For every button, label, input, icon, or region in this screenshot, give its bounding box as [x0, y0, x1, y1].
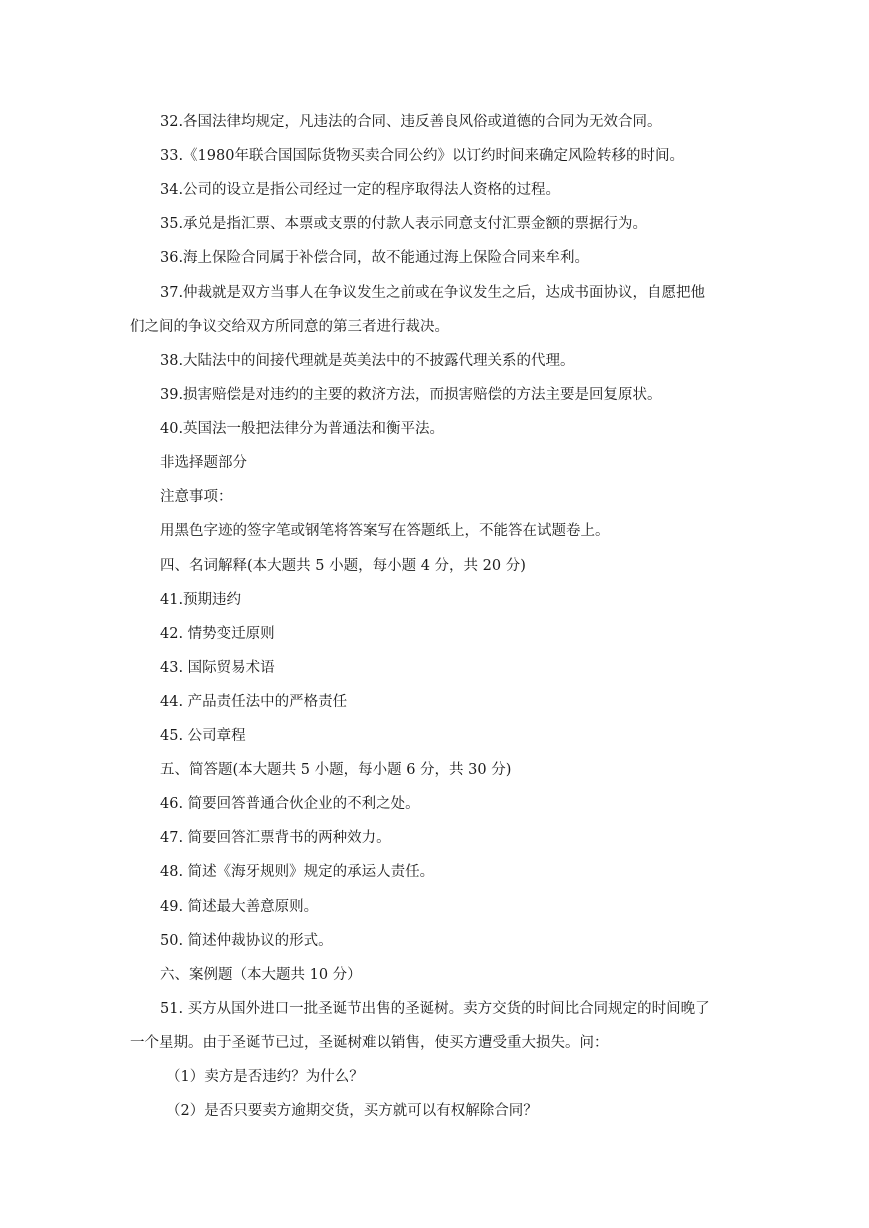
question-35: 35.承兑是指汇票、本票或支票的付款人表示同意支付汇票金额的票据行为。 [160, 216, 648, 232]
section-six-heading: 六、案例题（本大题共 10 分） [160, 967, 362, 983]
question-41: 41.预期违约 [160, 592, 242, 608]
question-51: 51. 买方从国外进口一批圣诞节出售的圣诞树。卖方交货的时间比合同规定的时间晚了 [160, 1001, 710, 1017]
question-40: 40.英国法一般把法律分为普通法和衡平法。 [160, 421, 445, 437]
question-45: 45. 公司章程 [160, 728, 246, 744]
section-heading-non-choice: 非选择题部分 [160, 455, 247, 471]
question-47: 47. 简要回答汇票背书的两种效力。 [160, 830, 391, 846]
question-39: 39.损害赔偿是对违约的主要的救济方法，而损害赔偿的方法主要是回复原状。 [160, 387, 662, 403]
section-four-heading: 四、名词解释(本大题共 5 小题，每小题 4 分，共 20 分) [160, 558, 526, 574]
question-49: 49. 简述最大善意原则。 [160, 899, 319, 915]
question-37: 37.仲裁就是双方当事人在争议发生之前或在争议发生之后，达成书面协议，自愿把他 [160, 285, 706, 301]
question-42: 42. 情势变迁原则 [160, 626, 275, 642]
question-46: 46. 简要回答普通合伙企业的不利之处。 [160, 796, 420, 812]
question-44: 44. 产品责任法中的严格责任 [160, 694, 348, 710]
question-43: 43. 国际贸易术语 [160, 660, 275, 676]
question-51-continued: 一个星期。由于圣诞节已过，圣诞树难以销售，使买方遭受重大损失。问： [130, 1035, 609, 1051]
question-51-sub-1: （1）卖方是否违约？为什么？ [166, 1069, 364, 1085]
notice-text: 用黑色字迹的签字笔或钢笔将答案写在答题纸上，不能答在试题卷上。 [160, 523, 610, 539]
question-32: 32.各国法律均规定，凡违法的合同、违反善良风俗或道德的合同为无效合同。 [160, 114, 662, 130]
notice-heading: 注意事项： [160, 489, 233, 505]
question-37-continued: 们之间的争议交给双方所同意的第三者进行裁决。 [130, 319, 449, 335]
question-33: 33.《1980年联合国国际货物买卖合同公约》以订约时间来确定风险转移的时间。 [160, 148, 684, 164]
section-five-heading: 五、简答题(本大题共 5 小题，每小题 6 分，共 30 分) [160, 762, 512, 778]
question-36: 36.海上保险合同属于补偿合同，故不能通过海上保险合同来牟利。 [160, 250, 590, 266]
question-34: 34.公司的设立是指公司经过一定的程序取得法人资格的过程。 [160, 182, 561, 198]
question-51-sub-2: （2）是否只要卖方逾期交货，买方就可以有权解除合同？ [166, 1103, 538, 1119]
question-48: 48. 简述《海牙规则》规定的承运人责任。 [160, 864, 435, 880]
question-50: 50. 简述仲裁协议的形式。 [160, 933, 333, 949]
question-38: 38.大陆法中的间接代理就是英美法中的不披露代理关系的代理。 [160, 353, 575, 369]
